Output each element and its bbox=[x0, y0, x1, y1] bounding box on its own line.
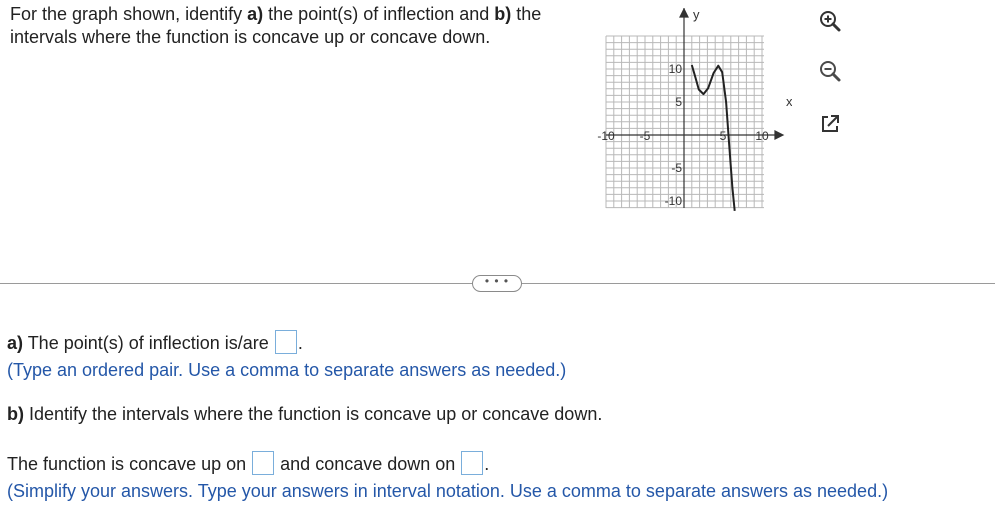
y-tick-label: -10 bbox=[664, 194, 682, 208]
x-tick-label: -10 bbox=[597, 129, 615, 143]
part-b-prompt: b) Identify the intervals where the function is concave up or concave down. bbox=[7, 404, 603, 424]
part-a-marker: a) bbox=[247, 4, 264, 24]
zoom-out-icon bbox=[818, 59, 842, 83]
concave-down-input[interactable] bbox=[461, 451, 483, 475]
concavity-hint: (Simplify your answers. Type your answers in interval notation. Use a comma to separate answers as needed.) bbox=[7, 481, 889, 501]
popout-icon bbox=[819, 113, 841, 135]
y-axis-label: y bbox=[693, 8, 700, 22]
part-b-marker: b) bbox=[494, 4, 512, 24]
more-button[interactable]: • • • bbox=[472, 275, 522, 292]
x-tick-label: 10 bbox=[755, 129, 769, 143]
concavity-answer: The function is concave up on and concave down on . bbox=[7, 451, 489, 476]
x-tick-label: 5 bbox=[719, 129, 727, 143]
function-curve bbox=[692, 65, 735, 211]
part-a-hint: (Type an ordered pair. Use a comma to separate answers as needed.) bbox=[7, 360, 567, 380]
part-a-prompt: a) The point(s) of inflection is/are . bbox=[7, 330, 303, 355]
inflection-points-input[interactable] bbox=[275, 330, 297, 354]
popout-button[interactable] bbox=[815, 109, 845, 139]
zoom-out-button[interactable] bbox=[815, 56, 845, 86]
y-tick-label: 5 bbox=[675, 95, 682, 109]
y-axis-arrow bbox=[680, 9, 688, 17]
x-axis-arrow bbox=[775, 131, 783, 139]
zoom-in-icon bbox=[818, 9, 842, 33]
x-tick-label: -5 bbox=[639, 129, 651, 143]
y-tick-label: 10 bbox=[668, 62, 682, 76]
x-axis-label: x bbox=[786, 94, 792, 109]
question-text: For the graph shown, identify a) the point(s) of inflection and b) the intervals where the function is concave up or concave down. bbox=[10, 4, 542, 47]
concave-up-input[interactable] bbox=[252, 451, 274, 475]
zoom-in-button[interactable] bbox=[815, 6, 845, 36]
y-tick-label: -5 bbox=[671, 161, 682, 175]
function-graph bbox=[592, 8, 792, 213]
